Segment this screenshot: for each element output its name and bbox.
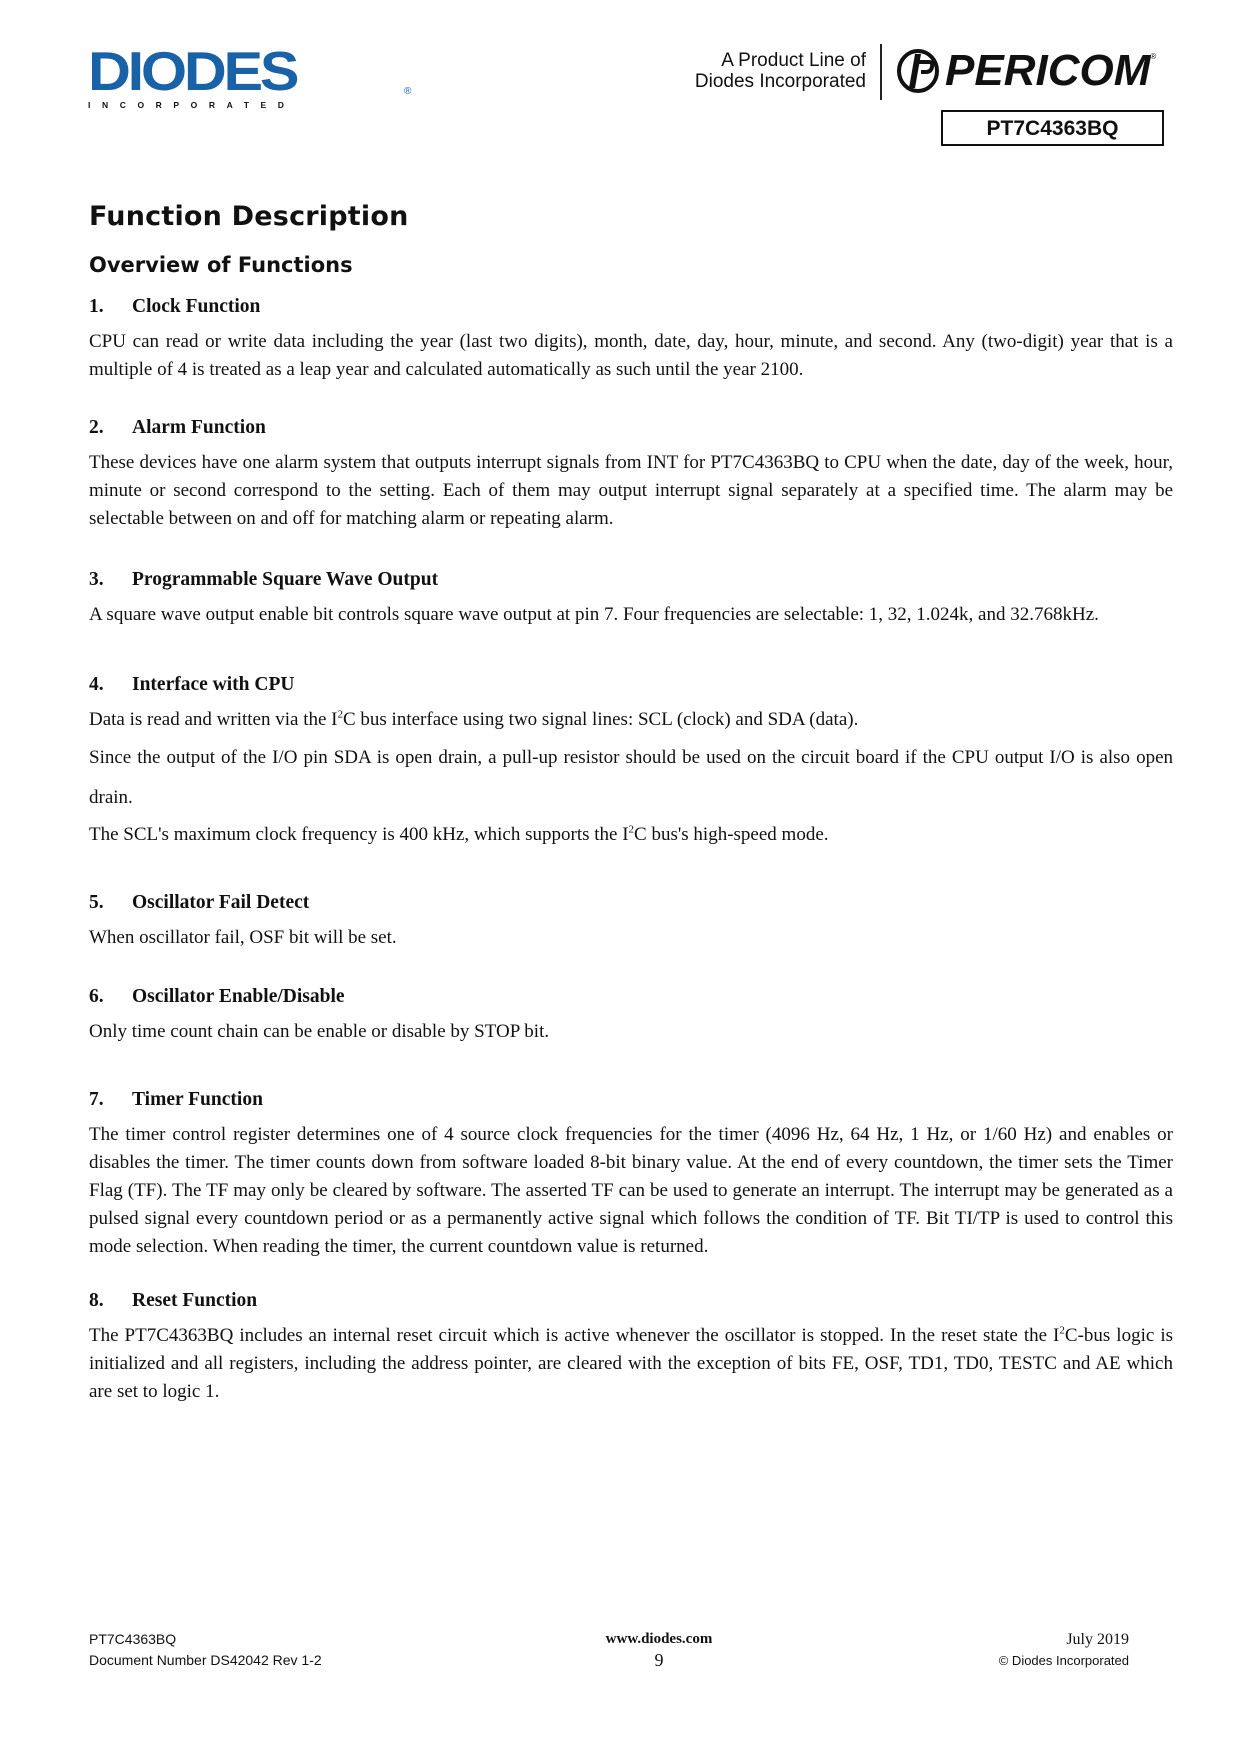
paragraph: Data is read and written via the $I^2C$ bus interface using two signal lines: SCL (clock) and SDA (data). <box>89 708 859 730</box>
section-title: Overview of Functions <box>89 253 353 277</box>
footer-right <box>999 1629 1129 1671</box>
section-heading-clock <box>89 295 1173 319</box>
paragraph: These devices have one alarm system that outputs interrupt signals from INT for PT7C4363BQ to CPU when the date, day of the week, hour, minute or second correspond to the setting. Each of them may output interrupt signal separately at a specified time. The alarm may be selectable between on and off for matching alarm or repeating alarm. <box>89 452 1173 529</box>
section-heading-text: Reset Function <box>132 1290 258 1311</box>
page-title: Function Description <box>89 201 409 232</box>
registered-icon: ® <box>404 86 412 97</box>
section-number: 1. <box>89 296 104 317</box>
header-divider <box>880 44 882 100</box>
section-number: 4. <box>89 674 104 695</box>
page-number: 9 <box>654 1650 664 1670</box>
section-number: 8. <box>89 1290 104 1311</box>
section-heading-square-wave <box>89 568 1173 592</box>
section-heading-text: Oscillator Enable/Disable <box>132 986 345 1007</box>
section-number: 2. <box>89 417 104 438</box>
footer-left <box>89 1629 322 1671</box>
main-content <box>89 200 1173 1406</box>
section-number: 3. <box>89 569 104 590</box>
paragraph: Only time count chain can be enable or disable by STOP bit. <box>89 1021 550 1042</box>
pericom-mark-icon <box>895 48 941 94</box>
footer-copyright: © Diodes Incorporated <box>998 1653 1129 1668</box>
paragraph: The SCL's maximum clock frequency is 400 kHz, which supports the $I^2C$ bus's high-speed mode. <box>89 823 829 845</box>
diodes-logo-subtext: INCORPORATED <box>88 100 296 110</box>
pericom-logo <box>895 46 1156 96</box>
footer-center <box>559 1629 759 1671</box>
section-heading-text: Clock Function <box>132 296 261 317</box>
section-heading-osc-enable <box>89 985 1173 1009</box>
registered-icon: ® <box>1150 52 1157 61</box>
section-heading-text: Interface with CPU <box>132 674 295 695</box>
section-number: 6. <box>89 986 104 1007</box>
paragraph: CPU can read or write data including the year (last two digits), month, date, day, hour, minute, and second. Any (two-digit) year that is a multiple of 4 is treated as a leap year and calculated automatically as such until the year 2100. <box>89 331 1173 380</box>
product-line-text-2: Diodes Incorporated <box>694 71 866 92</box>
product-line-label <box>695 50 866 92</box>
paragraph: A square wave output enable bit controls square wave output at pin 7. Four frequencies are selectable: 1, 32, 1.024k, and 32.768kHz. <box>89 604 1099 625</box>
paragraph: The timer control register determines one of 4 source clock frequencies for the timer (4096 Hz, 64 Hz, 1 Hz, or 1/60 Hz) and enables or disables the timer. The timer counts down from software loaded 8-bit binary value. At the end of every countdown, the timer sets the Timer Flag (TF). The TF may only be cleared by software. The asserted TF can be used to generate an interrupt. The interrupt may be generated as a pulsed signal every countdown period or as a permanently active signal which follows the condition of TF. Bit TI/TP is used to control this mode selection. When reading the timer, the current countdown value is returned. <box>89 1124 1173 1257</box>
footer-part-number: PT7C4363BQ <box>89 1631 177 1647</box>
diodes-logo <box>88 40 412 110</box>
section-heading-cpu-interface <box>89 673 1173 697</box>
section-heading-text: Alarm Function <box>132 417 266 438</box>
page-footer <box>89 1629 1129 1679</box>
footer-url-link[interactable]: www.diodes.com <box>605 1631 713 1647</box>
section-heading-alarm <box>89 416 1173 440</box>
section-heading-timer <box>89 1088 1173 1112</box>
section-number: 5. <box>89 892 104 913</box>
section-heading-reset <box>89 1289 1173 1313</box>
diodes-logo-text: DIODES <box>88 40 297 102</box>
part-number-box: PT7C4363BQ <box>941 110 1164 146</box>
section-heading-text: Programmable Square Wave Output <box>132 569 439 590</box>
footer-date: July 2019 <box>1066 1631 1129 1648</box>
product-line-text-1: A Product Line of <box>721 50 866 71</box>
section-heading-text: Oscillator Fail Detect <box>132 892 310 913</box>
footer-doc-number: Document Number DS42042 Rev 1-2 <box>89 1652 322 1668</box>
paragraph: When oscillator fail, OSF bit will be set. <box>89 927 397 948</box>
section-heading-text: Timer Function <box>132 1089 263 1110</box>
section-number: 7. <box>89 1089 104 1110</box>
section-heading-osc-fail <box>89 891 1173 915</box>
paragraph: Since the output of the I/O pin SDA is open drain, a pull-up resistor should be used on the circuit board if the CPU output I/O is also open drain. <box>89 747 1173 808</box>
paragraph: The PT7C4363BQ includes an internal reset circuit which is active whenever the oscillator is stopped. In the reset state the $I^2C$-bus logic is initialized and all registers, including the address pointer, are cleared with the exception of bits FE, OSF, TD1, TD0, TESTC and AE which are set to logic 1. <box>89 1324 1173 1402</box>
pericom-logo-text: PERICOM <box>945 46 1151 95</box>
